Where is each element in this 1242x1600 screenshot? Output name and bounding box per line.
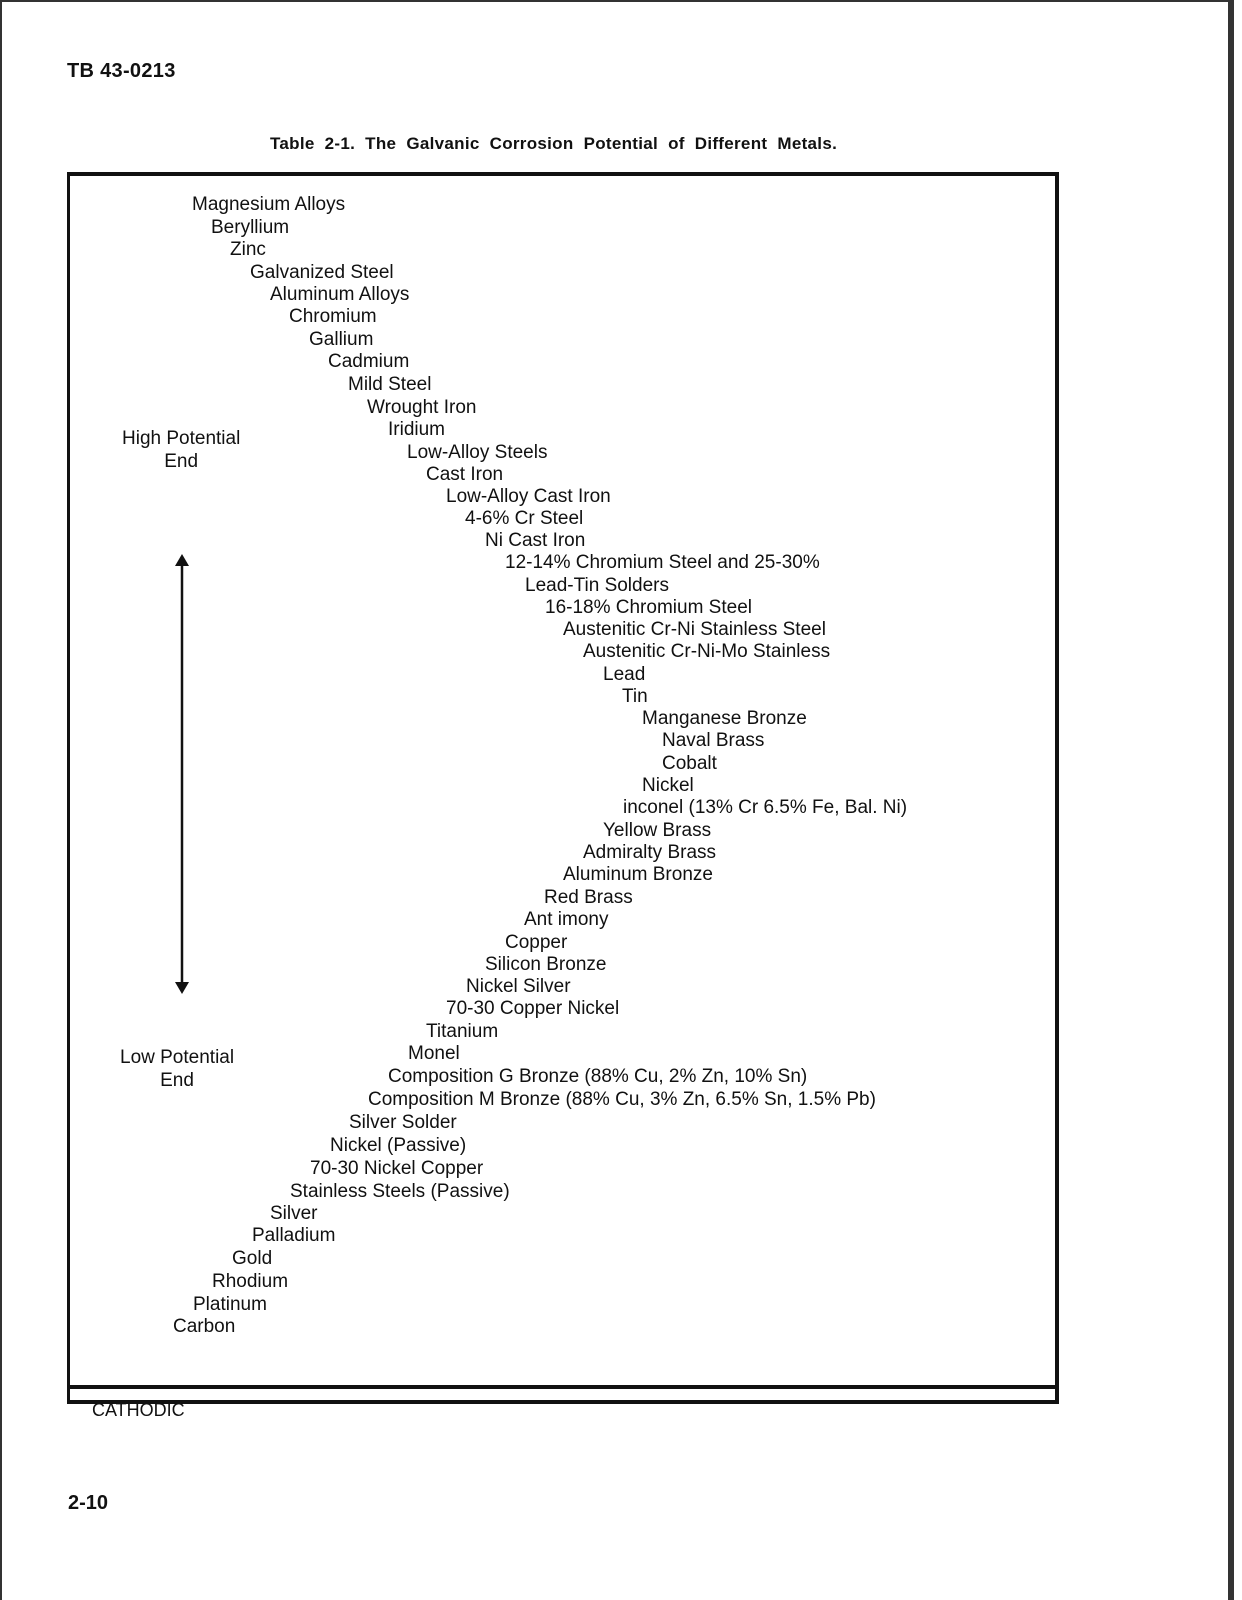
metal-item: Zinc xyxy=(230,239,266,260)
metal-item: 70-30 Nickel Copper xyxy=(310,1158,484,1179)
metal-item: Chromium xyxy=(289,306,377,327)
metal-item: Nickel Silver xyxy=(466,976,571,997)
metal-item: Lead-Tin Solders xyxy=(525,575,669,596)
metal-item: inconel (13% Cr 6.5% Fe, Bal. Ni) xyxy=(623,797,908,818)
metal-item: Monel xyxy=(408,1043,460,1064)
metal-item: Cobalt xyxy=(662,753,717,774)
metal-item: Low-Alloy Steels xyxy=(407,442,548,463)
metal-item: Mild Steel xyxy=(348,374,432,395)
metal-item: Composition G Bronze (88% Cu, 2% Zn, 10% Sn) xyxy=(388,1066,808,1087)
cathodic-label: CATHODIC xyxy=(92,1400,185,1420)
metal-item: Ni Cast Iron xyxy=(485,530,586,551)
low-potential-label xyxy=(120,1046,234,1092)
metal-item: Yellow Brass xyxy=(603,820,712,841)
table-caption: Table 2-1. The Galvanic Corrosion Potential of Different Metals. xyxy=(270,134,838,153)
high-potential-line-2: End xyxy=(164,451,199,472)
high-potential-line-1: High Potential xyxy=(122,428,241,449)
metal-item: Composition M Bronze (88% Cu, 3% Zn, 6.5% Sn, 1.5% Pb) xyxy=(368,1089,876,1110)
metal-item: Aluminum Bronze xyxy=(563,864,713,885)
metal-item: Platinum xyxy=(193,1294,267,1315)
metal-item: Titanium xyxy=(426,1021,499,1042)
document-id: TB 43-0213 xyxy=(67,60,176,82)
metal-item: Tin xyxy=(622,686,648,707)
metal-item: Gallium xyxy=(309,329,374,350)
double-arrow-icon xyxy=(172,554,192,994)
metal-item: Nickel xyxy=(642,775,694,796)
metal-item: Red Brass xyxy=(544,887,633,908)
metal-item: Gold xyxy=(232,1248,273,1269)
metal-item: Iridium xyxy=(388,419,446,440)
metal-item: Admiralty Brass xyxy=(583,842,717,863)
low-potential-line-1: Low Potential xyxy=(120,1047,235,1068)
metal-item: Silver xyxy=(270,1203,318,1224)
metal-item: Cadmium xyxy=(328,351,410,372)
metal-item: Ant imony xyxy=(524,909,609,930)
metal-item: Nickel (Passive) xyxy=(330,1135,467,1156)
metal-item: Austenitic Cr-Ni Stainless Steel xyxy=(563,619,826,640)
metal-item: Beryllium xyxy=(211,217,290,238)
metal-item: Cast Iron xyxy=(426,464,504,485)
metal-item: 16-18% Chromium Steel xyxy=(545,597,752,618)
metal-item: Silver Solder xyxy=(349,1112,457,1133)
metal-item: 12-14% Chromium Steel and 25-30% xyxy=(505,552,820,573)
metal-item: Rhodium xyxy=(212,1271,289,1292)
metal-item: 4-6% Cr Steel xyxy=(465,508,584,529)
high-potential-label xyxy=(122,427,240,473)
metal-item: Carbon xyxy=(173,1316,236,1337)
metal-item: Manganese Bronze xyxy=(642,708,807,729)
metal-item: 70-30 Copper Nickel xyxy=(446,998,620,1019)
low-potential-line-2: End xyxy=(160,1070,194,1091)
metal-item: Silicon Bronze xyxy=(485,954,607,975)
metal-item: Lead xyxy=(603,664,646,685)
metal-item: Palladium xyxy=(252,1225,336,1246)
metal-item: Copper xyxy=(505,932,568,953)
metal-item: Aluminum Alloys xyxy=(270,284,410,305)
table-frame xyxy=(67,172,1059,1404)
metal-item: Low-Alloy Cast Iron xyxy=(446,486,611,507)
metal-item: Magnesium Alloys xyxy=(192,194,346,215)
metal-item: Austenitic Cr-Ni-Mo Stainless xyxy=(583,641,831,662)
page-number: 2-10 xyxy=(68,1492,109,1514)
metal-item: Stainless Steels (Passive) xyxy=(290,1181,510,1202)
metal-item: Galvanized Steel xyxy=(250,262,394,283)
metal-item: Wrought Iron xyxy=(367,397,477,418)
metal-item: Naval Brass xyxy=(662,730,765,751)
table-divider xyxy=(67,1385,1059,1389)
